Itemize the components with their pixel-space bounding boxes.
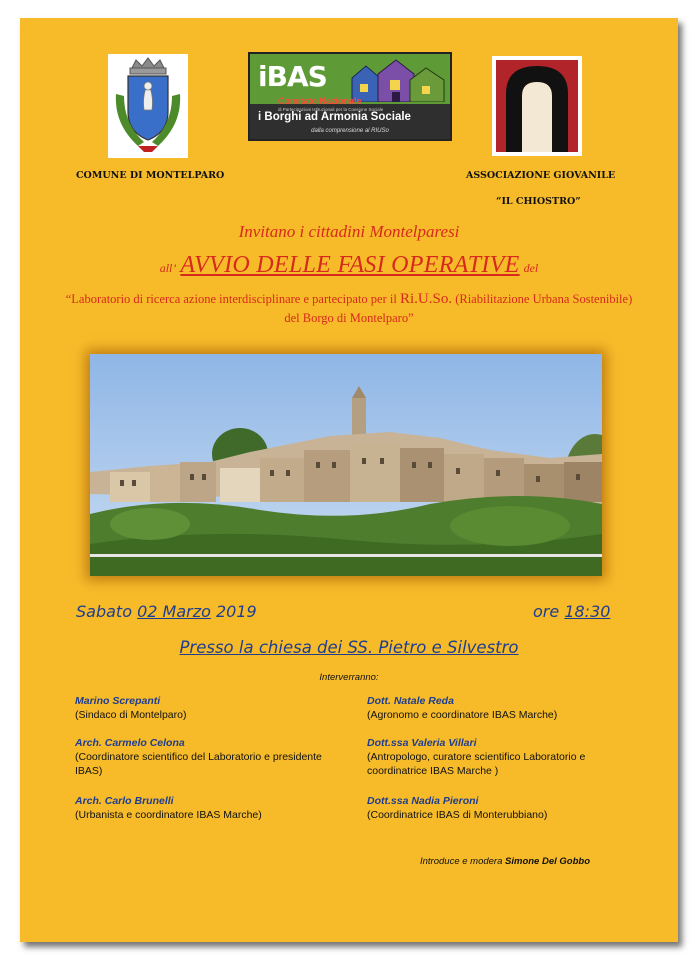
- moderator-label: Introduce e modera: [420, 856, 503, 867]
- speaker-role: (Agronomo e coordinatore IBAS Marche): [367, 709, 558, 721]
- headline-suffix: del: [523, 261, 539, 275]
- event-day: Sabato: [76, 602, 132, 621]
- speaker-item: [75, 736, 323, 778]
- montelparo-photo: [90, 354, 602, 576]
- village-illustration: [90, 354, 602, 576]
- speaker-role: (Coordinatore scientifico del Laboratorio e presidente IBAS): [75, 751, 322, 777]
- montelparo-crest-logo: [108, 54, 188, 158]
- moderator-name: Simone Del Gobbo: [505, 856, 591, 867]
- invitation-line: Invitano i cittadini Montelparesi: [238, 222, 460, 241]
- speaker-item: [75, 794, 335, 822]
- headline-title: AVVIO DELLE FASI OPERATIVE: [180, 252, 520, 278]
- ibas-logo-word: iBAS: [258, 60, 327, 93]
- speaker-name: Marino Screpanti: [75, 695, 161, 707]
- ibas-logo-tagline: dalla comprensione al RIUSo: [311, 128, 389, 134]
- speaker-role: (Urbanista e coordinatore IBAS Marche): [75, 809, 262, 821]
- speaker-name: Arch. Carmelo Celona: [75, 737, 185, 749]
- speaker-role: (Coordinatrice IBAS di Monterubbiano): [367, 809, 548, 821]
- laboratorio-description: [60, 290, 638, 328]
- comune-label: COMUNE DI MONTELPARO: [76, 170, 225, 181]
- moderator-line: [420, 856, 590, 867]
- flyer-page: [20, 18, 678, 942]
- event-year: 2019: [216, 602, 257, 621]
- speaker-item: [75, 694, 335, 722]
- speaker-item: [367, 736, 607, 778]
- ibas-logo-borghi: i Borghi ad Armonia Sociale: [258, 111, 411, 123]
- speaker-role: (Antropologo, curatore scientifico Laboratorio e coordinatrice IBAS Marche ): [367, 751, 586, 777]
- speaker-name: Arch. Carlo Brunelli: [75, 795, 174, 807]
- interverranno-label: Interverranno:: [319, 672, 379, 683]
- ibas-logo: [248, 52, 452, 141]
- speaker-item: [367, 694, 627, 722]
- event-time: [533, 602, 610, 621]
- event-time-label: ore: [533, 602, 560, 621]
- lab-text-part2: (Riabilitazione Urbana Sostenibile) del Borgo di Montelparo”: [284, 292, 633, 325]
- headline-prefix: all’: [159, 261, 177, 275]
- speaker-name: Dott. Natale Reda: [367, 695, 454, 707]
- event-venue: Presso la chiesa dei SS. Pietro e Silvestro: [179, 638, 519, 657]
- event-time-value: 18:30: [564, 602, 611, 621]
- speaker-name: Dott.ssa Valeria Villari: [367, 737, 477, 749]
- event-date: [76, 602, 257, 621]
- speaker-item: [367, 794, 627, 822]
- event-day-month: 02 Marzo: [137, 602, 211, 621]
- ibas-logo-comitato: Comitato Nazionale: [278, 96, 362, 106]
- associazione-label: ASSOCIAZIONE GIOVANILE: [466, 170, 616, 181]
- headline-row: [20, 252, 678, 279]
- speaker-role: (Sindaco di Montelparo): [75, 709, 187, 721]
- ibas-logo-subtitle: di Partecipazioni Istituzionali per la Coesione Sociale: [278, 107, 384, 112]
- lab-text-part1: “Laboratorio di ricerca azione interdisciplinare e partecipato per il: [65, 292, 397, 306]
- speaker-name: Dott.ssa Nadia Pieroni: [367, 795, 479, 807]
- riuso-acronym: Ri.U.So.: [399, 291, 453, 307]
- chiostro-label: “IL CHIOSTRO”: [496, 196, 581, 207]
- il-chiostro-logo: [492, 56, 582, 156]
